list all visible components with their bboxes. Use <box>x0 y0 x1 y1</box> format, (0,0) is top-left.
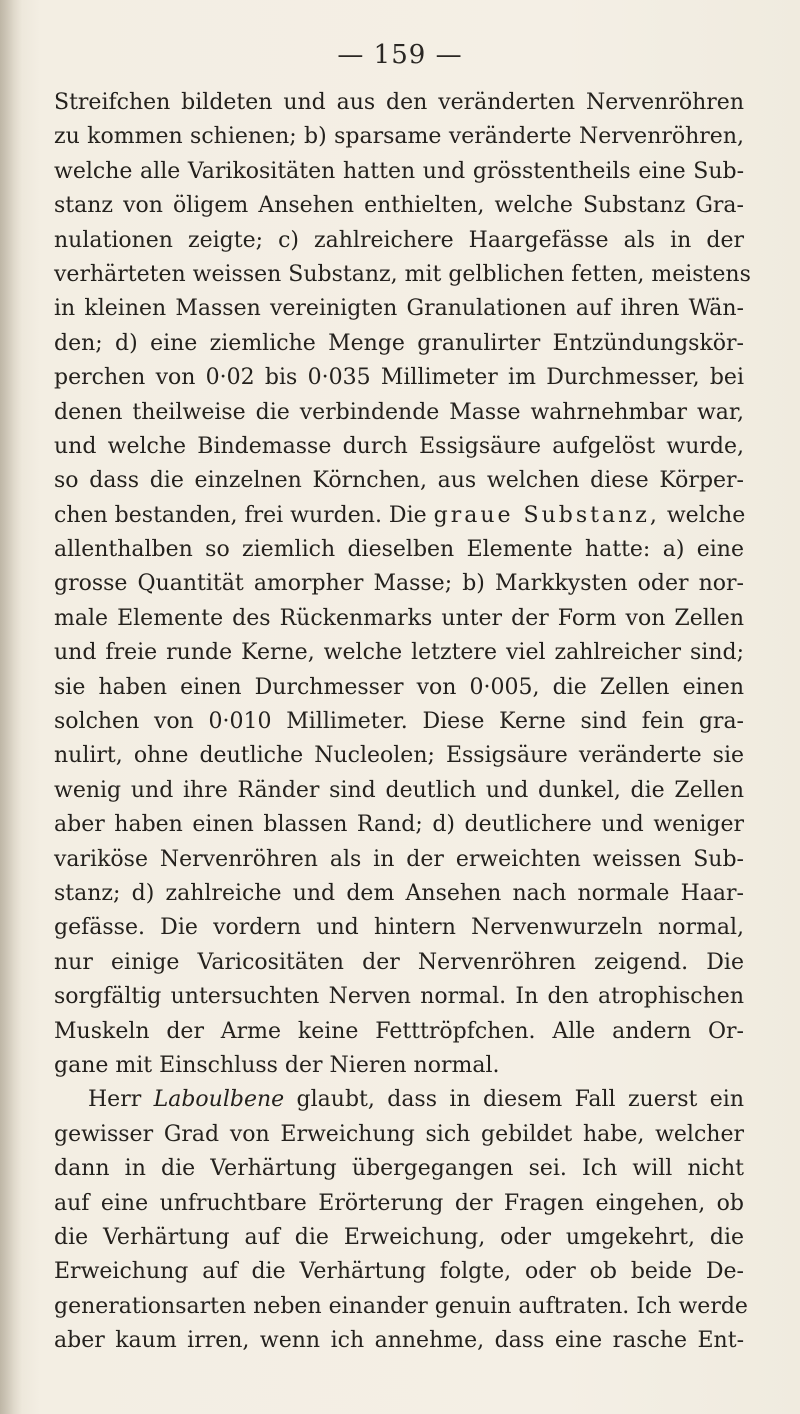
text-line: in kleinen Massen vereinigten Granulationen auf ihren Wän- <box>54 296 744 322</box>
text-line: sie haben einen Durchmesser von 0·005, die Zellen einen <box>54 674 744 700</box>
text-line: verhärteten weissen Substanz, mit gelblichen fetten, meistens <box>54 261 751 287</box>
text-line: nulationen zeigte; c) zahlreichere Haargefässe als in der <box>54 227 744 253</box>
text-segment: chen bestanden, frei wurden. Die <box>54 502 434 528</box>
text-line: dann in die Verhärtung übergegangen sei. Ich will nicht <box>54 1156 744 1182</box>
text-line: perchen von 0·02 bis 0·035 Millimeter im Durchmesser, bei <box>54 365 744 391</box>
text-line: denen theilweise die verbindende Masse wahrnehmbar war, <box>54 399 744 425</box>
text-line: zu kommen schienen; b) sparsame veränderte Nervenröhren, <box>54 124 744 150</box>
text-line: nulirt, ohne deutliche Nucleolen; Essigsäure veränderte sie <box>54 743 744 769</box>
text-line: Muskeln der Arme keine Fetttröpfchen. Alle andern Or- <box>54 1018 744 1044</box>
text-line: stanz von öligem Ansehen enthielten, welche Substanz Gra- <box>54 193 744 219</box>
text-line: welche alle Varikositäten hatten und grösstentheils eine Sub- <box>54 158 744 184</box>
page-number: — 159 — <box>337 40 463 70</box>
text-line: und freie runde Kerne, welche letztere viel zahlreicher sind; <box>54 640 744 666</box>
text-line-spaced <box>54 499 744 533</box>
text-segment: welche <box>659 502 746 528</box>
text-line: solchen von 0·010 Millimeter. Diese Kerne sind fein gra- <box>54 709 744 735</box>
text-line-paragraph-end: gane mit Einschluss der Nieren normal. <box>54 1052 500 1078</box>
text-line: generationsarten neben einander genuin auftraten. Ich werde <box>54 1293 748 1319</box>
text-line: so dass die einzelnen Körnchen, aus welchen diese Körper- <box>54 468 744 494</box>
text-line: aber kaum irren, wenn ich annehme, dass eine rasche Ent- <box>54 1328 744 1354</box>
spaced-emphasis: graue Substanz, <box>433 502 660 528</box>
text-line: die Verhärtung auf die Erweichung, oder umgekehrt, die <box>54 1224 744 1250</box>
text-line: auf eine unfruchtbare Erörterung der Fragen eingehen, ob <box>54 1190 744 1216</box>
text-line: Streifchen bildeten und aus den veränderten Nervenröhren <box>54 90 744 115</box>
text-line: nur einige Varicositäten der Nervenröhren zeigend. Die <box>54 949 744 975</box>
text-line-paragraph-start <box>54 1083 744 1117</box>
body-text <box>54 86 751 1358</box>
text-segment: glaubt, dass in diesem Fall zuerst ein <box>284 1087 744 1113</box>
text-line: den; d) eine ziemliche Menge granulirter Entzündungskör- <box>54 330 744 356</box>
text-line: und welche Bindemasse durch Essigsäure aufgelöst wurde, <box>54 433 744 459</box>
text-line: grosse Quantität amorpher Masse; b) Markkysten oder nor- <box>54 571 744 597</box>
text-line: male Elemente des Rückenmarks unter der Form von Zellen <box>54 605 744 631</box>
text-line: allenthalben so ziemlich dieselben Elemente hatte: a) eine <box>54 537 744 563</box>
text-line: stanz; d) zahlreiche und dem Ansehen nach normale Haar- <box>54 880 744 906</box>
text-line: sorgfältig untersuchten Nerven normal. In den atrophischen <box>54 984 744 1010</box>
text-line: aber haben einen blassen Rand; d) deutlichere und weniger <box>54 812 744 838</box>
text-line: wenig und ihre Ränder sind deutlich und dunkel, die Zellen <box>54 777 744 803</box>
text-line: variköse Nervenröhren als in der erweichten weissen Sub- <box>54 846 744 872</box>
text-line: gefässe. Die vordern und hintern Nervenwurzeln normal, <box>54 915 744 941</box>
text-segment: Herr <box>88 1087 154 1113</box>
author-name-italic: Laboulbene <box>153 1087 285 1113</box>
text-line: gewisser Grad von Erweichung sich gebildet habe, welcher <box>54 1121 744 1147</box>
binding-gutter-shadow <box>0 0 22 1414</box>
text-line: Erweichung auf die Verhärtung folgte, oder ob beide De- <box>54 1259 744 1285</box>
